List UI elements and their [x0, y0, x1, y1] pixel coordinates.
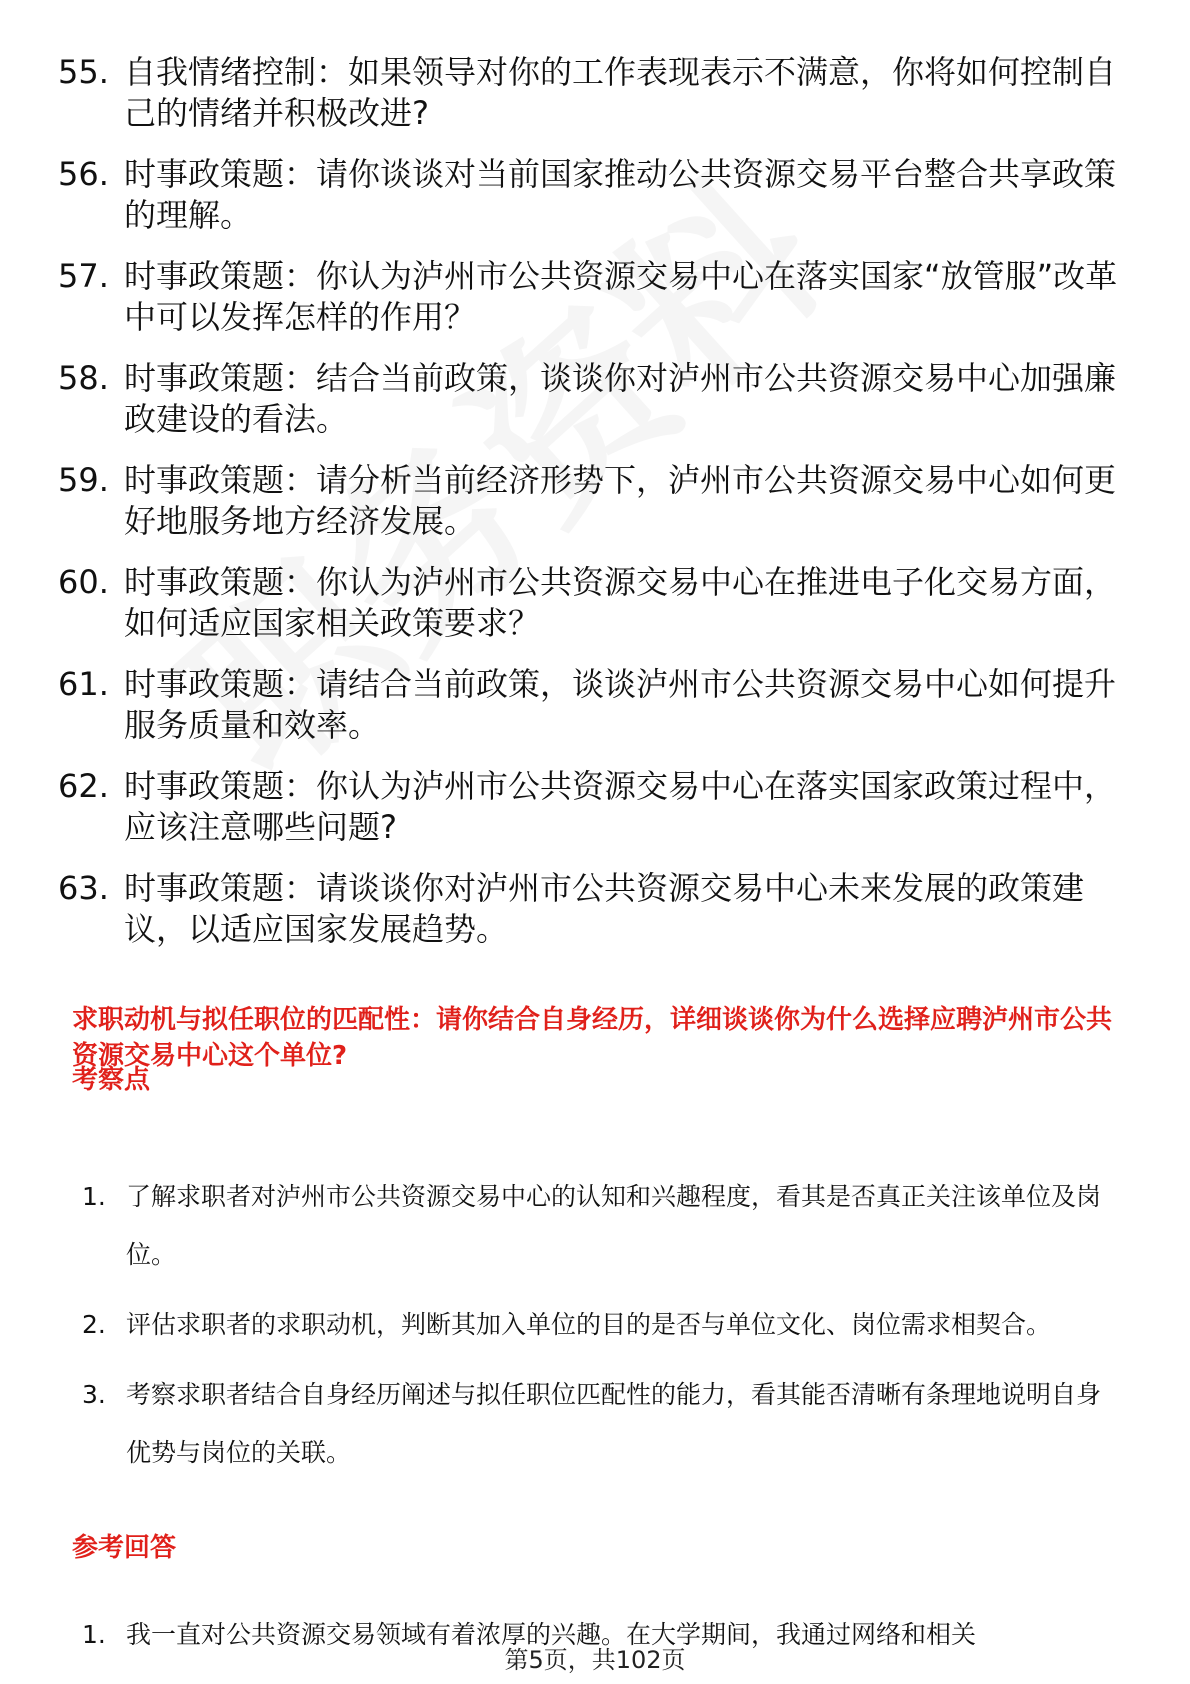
question-text: 时事政策题：请你谈谈对当前国家推动公共资源交易平台整合共享政策的理解。	[124, 155, 1117, 234]
question-number: 60.	[58, 563, 109, 601]
question-text: 时事政策题：你认为泸州市公共资源交易中心在落实国家政策过程中，应该注意哪些问题?	[124, 767, 1117, 846]
question-text: 自我情绪控制：如果领导对你的工作表现表示不满意，你将如何控制自己的情绪并积极改进?	[124, 53, 1117, 132]
question-list	[58, 52, 1118, 970]
question-text: 时事政策题：你认为泸州市公共资源交易中心在推进电子化交易方面，如何适应国家相关政策要求？	[124, 563, 1117, 642]
question-number: 61.	[58, 665, 109, 703]
points-title: 考察点	[72, 1065, 151, 1095]
list-item	[58, 664, 1118, 746]
answer-number: 1.	[82, 1620, 106, 1649]
point-number: 1.	[82, 1182, 106, 1211]
point-number: 2.	[82, 1310, 106, 1339]
list-item	[82, 1366, 1122, 1482]
list-item	[82, 1168, 1122, 1284]
point-number: 3.	[82, 1380, 106, 1409]
question-text: 时事政策题：请谈谈你对泸州市公共资源交易中心未来发展的政策建议，以适应国家发展趋势。	[124, 869, 1085, 948]
list-item	[58, 766, 1118, 848]
question-text: 时事政策题：请结合当前政策，谈谈泸州市公共资源交易中心如何提升服务质量和效率。	[124, 665, 1117, 744]
answer-title: 参考回答	[72, 1533, 177, 1563]
points-list	[82, 1168, 1122, 1482]
question-number: 63.	[58, 869, 109, 907]
answer-text: 我一直对公共资源交易领域有着浓厚的兴趣。在大学期间，我通过网络和相关	[126, 1620, 977, 1649]
question-number: 56.	[58, 155, 109, 193]
point-text: 评估求职者的求职动机，判断其加入单位的目的是否与单位文化、岗位需求相契合。	[126, 1310, 1052, 1339]
point-text: 了解求职者对泸州市公共资源交易中心的认知和兴趣程度，看其是否真正关注该单位及岗位。	[126, 1182, 1102, 1269]
list-item	[58, 154, 1118, 236]
list-item	[58, 358, 1118, 440]
list-item	[58, 256, 1118, 338]
question-number: 58.	[58, 359, 109, 397]
question-text: 时事政策题：结合当前政策，谈谈你对泸州市公共资源交易中心加强廉政建设的看法。	[124, 359, 1117, 438]
list-item	[58, 52, 1118, 134]
question-number: 62.	[58, 767, 109, 805]
list-item	[58, 562, 1118, 644]
point-text: 考察求职者结合自身经历阐述与拟任职位匹配性的能力，看其能否清晰有条理地说明自身优势与岗位的关联。	[126, 1380, 1102, 1467]
question-number: 59.	[58, 461, 109, 499]
list-item	[58, 868, 1118, 950]
question-number: 57.	[58, 257, 109, 295]
page-footer: 第5页，共102页	[504, 1646, 686, 1674]
question-text: 时事政策题：你认为泸州市公共资源交易中心在落实国家“放管服”改革中可以发挥怎样的作用？	[124, 257, 1118, 336]
list-item	[58, 460, 1118, 542]
question-text: 时事政策题：请分析当前经济形势下，泸州市公共资源交易中心如何更好地服务地方经济发展。	[124, 461, 1117, 540]
list-item	[82, 1296, 1122, 1354]
section-title: 求职动机与拟任职位的匹配性：请你结合自身经历，详细谈谈你为什么选择应聘泸州市公共资源交易中心这个单位?	[72, 1005, 1113, 1071]
question-number: 55.	[58, 53, 109, 91]
